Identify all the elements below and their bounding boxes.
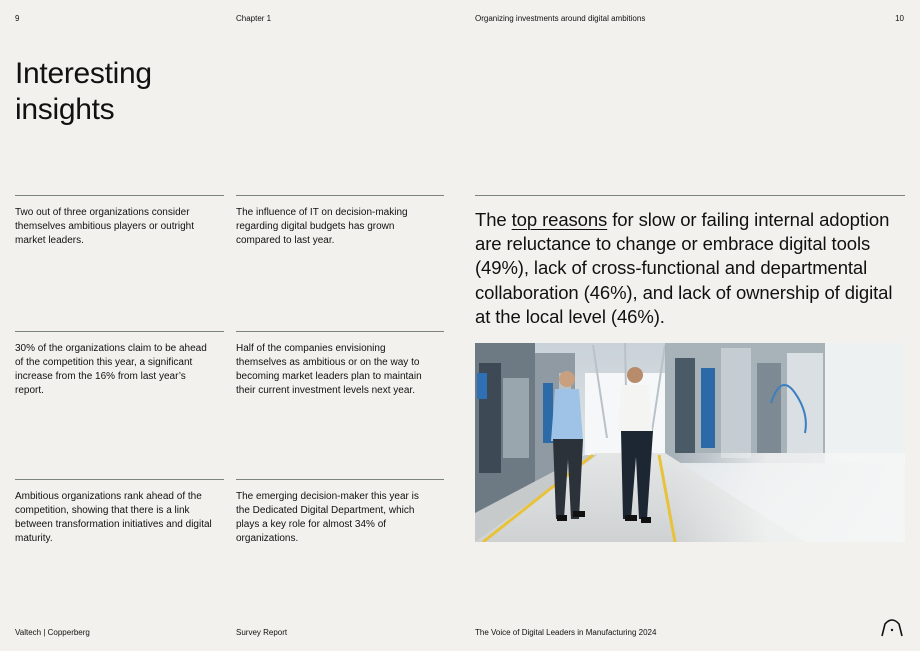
insight-text: The influence of IT on decision-making regarding digital budgets has grown compared to last year. — [236, 207, 408, 246]
divider-rule — [236, 331, 444, 332]
insight-text: Half of the companies envisioning themselves as ambitious or on the way to becoming market leaders plan to maintain their current investment levels next year. — [236, 343, 422, 396]
insight-text: Ambitious organizations rank ahead of the competition, showing that there is a link between transformation initiatives and digital maturity. — [15, 491, 212, 544]
page-title — [15, 56, 235, 128]
quote-body: for slow or failing internal adoption are reluctance to change or embrace digital tools (49%), lack of cross-functional and departmental collaboration (46%), and lack of ownership of digital at the local level (46%). — [475, 209, 893, 327]
page-number-left: 9 — [15, 14, 20, 23]
chapter-label: Chapter 1 — [236, 14, 272, 23]
insight-text: 30% of the organizations claim to be ahead of the competition this year, a significant increase from the 16% from last year’s report. — [15, 343, 207, 396]
title-line-2: insights — [15, 93, 115, 126]
section-title: Organizing investments around digital ambitions — [475, 14, 646, 23]
title-line-1: Interesting — [15, 57, 152, 90]
footer-report-type: Survey Report — [236, 628, 288, 637]
insight-text: Two out of three organizations consider themselves ambitious players or outright market leaders. — [15, 207, 194, 246]
copperberg-logo-icon — [879, 612, 905, 638]
divider-rule — [15, 331, 224, 332]
top-reasons-link[interactable]: top reasons — [511, 209, 608, 230]
footer-report-title: The Voice of Digital Leaders in Manufacturing 2024 — [475, 628, 657, 637]
factory-photo — [475, 343, 905, 542]
divider-rule — [475, 195, 905, 196]
divider-rule — [236, 195, 444, 196]
page-number-right: 10 — [895, 14, 904, 23]
divider-rule — [15, 479, 224, 480]
pull-quote — [475, 208, 900, 329]
footer-brand: Valtech | Copperberg — [15, 628, 90, 637]
divider-rule — [236, 479, 444, 480]
divider-rule — [15, 195, 224, 196]
quote-prefix: The — [475, 209, 512, 230]
insight-text: The emerging decision-maker this year is the Dedicated Digital Department, which plays a key role for almost 34% of organizations. — [236, 491, 419, 544]
